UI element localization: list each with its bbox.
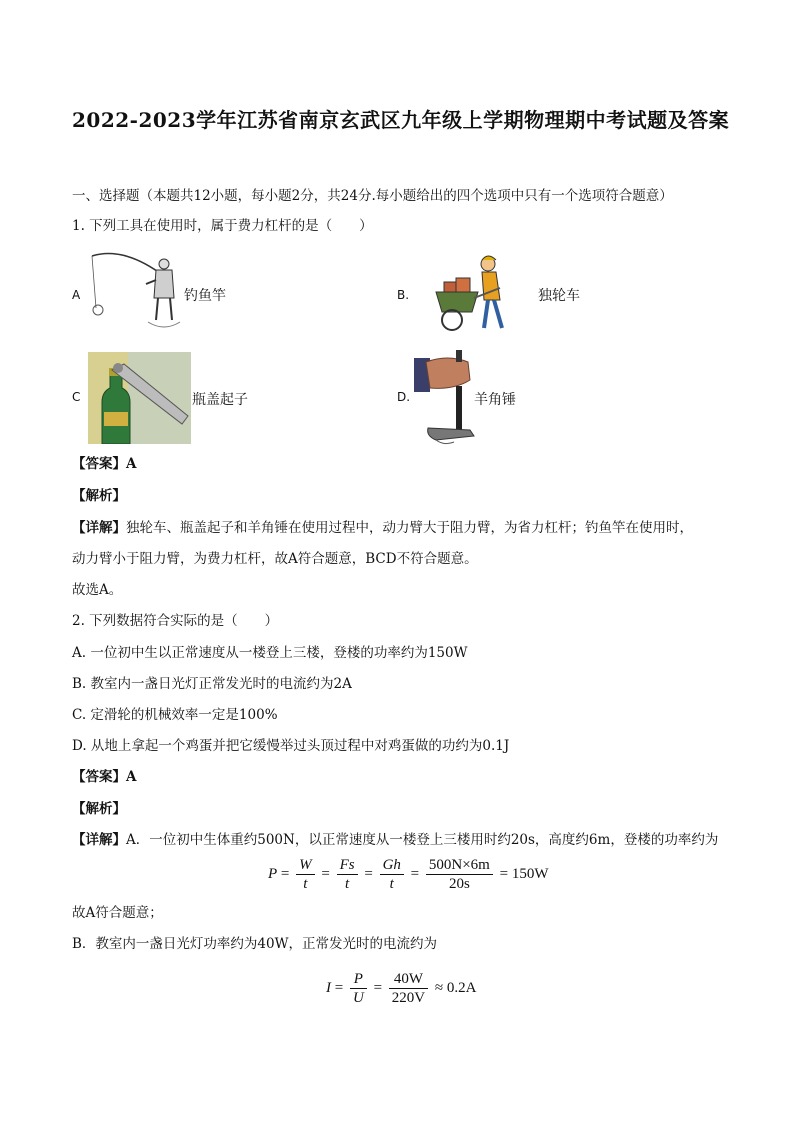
q1-detail-tag: 【详解】 (72, 520, 126, 536)
q2-a-conclusion: 故A符合题意； (72, 905, 163, 921)
q2-option-c: C. 定滑轮的机械效率一定是100% (72, 707, 278, 723)
formula1-frac-4 (426, 856, 493, 893)
formula1-frac-2 (337, 856, 358, 893)
formula1-frac-2-num: Fs (337, 856, 358, 875)
formula2-frac-2 (389, 970, 428, 1007)
formula1-result: 150W (511, 865, 549, 882)
bottle-opener-image (88, 352, 191, 444)
q1-option-c-letter: C (72, 390, 81, 404)
formula2-frac-1 (350, 970, 367, 1007)
claw-hammer-image (414, 350, 476, 448)
q1-option-a-caption: 钓鱼竿 (184, 288, 226, 304)
q1-option-b-caption: 独轮车 (538, 288, 580, 304)
formula1-frac-3-den: t (389, 876, 394, 892)
formula1-frac-1-den: t (303, 876, 308, 892)
q2-stem: 2. 下列数据符合实际的是（ ） (72, 613, 279, 629)
formula1-frac-4-num: 500N×6m (426, 856, 493, 875)
q1-option-d-letter: D. (397, 390, 411, 404)
q1-detail-line-2: 动力臂小于阻力臂，为费力杠杆，故A符合题意，BCD不符合题意。 (72, 551, 478, 567)
q1-analysis-heading: 【解析】 (72, 488, 126, 504)
formula1-frac-3 (380, 856, 404, 893)
q1-stem: 1. 下列工具在使用时，属于费力杠杆的是（ ） (72, 218, 373, 234)
formula1-frac-4-den: 20s (448, 876, 470, 892)
page-title: 2022-2023学年江苏省南京玄武区九年级上学期物理期中考试题及答案 (72, 108, 730, 132)
formula1-frac-1-num: W (296, 856, 315, 875)
formula1-frac-1 (296, 856, 315, 893)
q1-option-d-caption: 羊角锤 (474, 392, 516, 408)
q1-conclusion: 故选A。 (72, 582, 123, 598)
formula1-frac-2-den: t (345, 876, 350, 892)
current-formula: I = $\frac{P}{U}$ = $\frac{40W}{220V}$ ≈ 0.2A (326, 971, 477, 1006)
fishing-rod-image (84, 246, 184, 334)
q2-answer: 【答案】A (72, 769, 137, 785)
formula1-lhs: P (268, 865, 278, 882)
q1-option-b-letter: B. (397, 288, 410, 302)
q1-answer: 【答案】A (72, 456, 137, 472)
q2-detail-text-a: A．一位初中生体重约500N，以正常速度从一楼登上三楼用时约20s，高度约6m，登楼的功率约为 (126, 832, 719, 848)
q2-option-d: D. 从地上拿起一个鸡蛋并把它缓慢举过头顶过程中对鸡蛋做的功约为0.1J (72, 738, 510, 754)
formula1-frac-3-num: Gh (380, 856, 404, 875)
formula2-frac-2-den: 220V (391, 990, 426, 1006)
formula2-frac-1-den: U (352, 990, 364, 1006)
formula2-result: 0.2A (446, 979, 477, 996)
q1-option-a-letter: A (72, 288, 81, 302)
q1-option-c-caption: 瓶盖起子 (192, 392, 248, 408)
formula2-frac-1-num: P (350, 970, 367, 989)
power-formula: P = $\frac{W}{t}$ = $\frac{Fs}{t}$ = $\frac{Gh}{t}$ = $\frac{500N\times 6m}{20s}$ = 150W (268, 857, 549, 892)
section-heading: 一、选择题（本题共12小题，每小题2分，共24分.每小题给出的四个选项中只有一个选项符合题意） (72, 188, 673, 204)
q2-detail-line-a (72, 830, 718, 850)
q2-detail-tag: 【详解】 (72, 832, 126, 848)
formula2-lhs: I (326, 979, 331, 996)
q2-analysis-heading: 【解析】 (72, 801, 126, 817)
q2-option-a: A. 一位初中生以正常速度从一楼登上三楼，登楼的功率约为150W (72, 645, 468, 661)
q1-detail-text-1: 独轮车、瓶盖起子和羊角锤在使用过程中，动力臂大于阻力臂，为省力杠杆；钓鱼竿在使用时， (126, 520, 693, 536)
wheelbarrow-image (430, 252, 525, 334)
formula2-frac-2-num: 40W (389, 970, 428, 989)
q2-option-b: B. 教室内一盏日光灯正常发光时的电流约为2A (72, 676, 352, 692)
q2-detail-line-b: B．教室内一盏日光灯功率约为40W，正常发光时的电流约为 (72, 936, 437, 952)
q1-detail-line-1 (72, 518, 693, 538)
